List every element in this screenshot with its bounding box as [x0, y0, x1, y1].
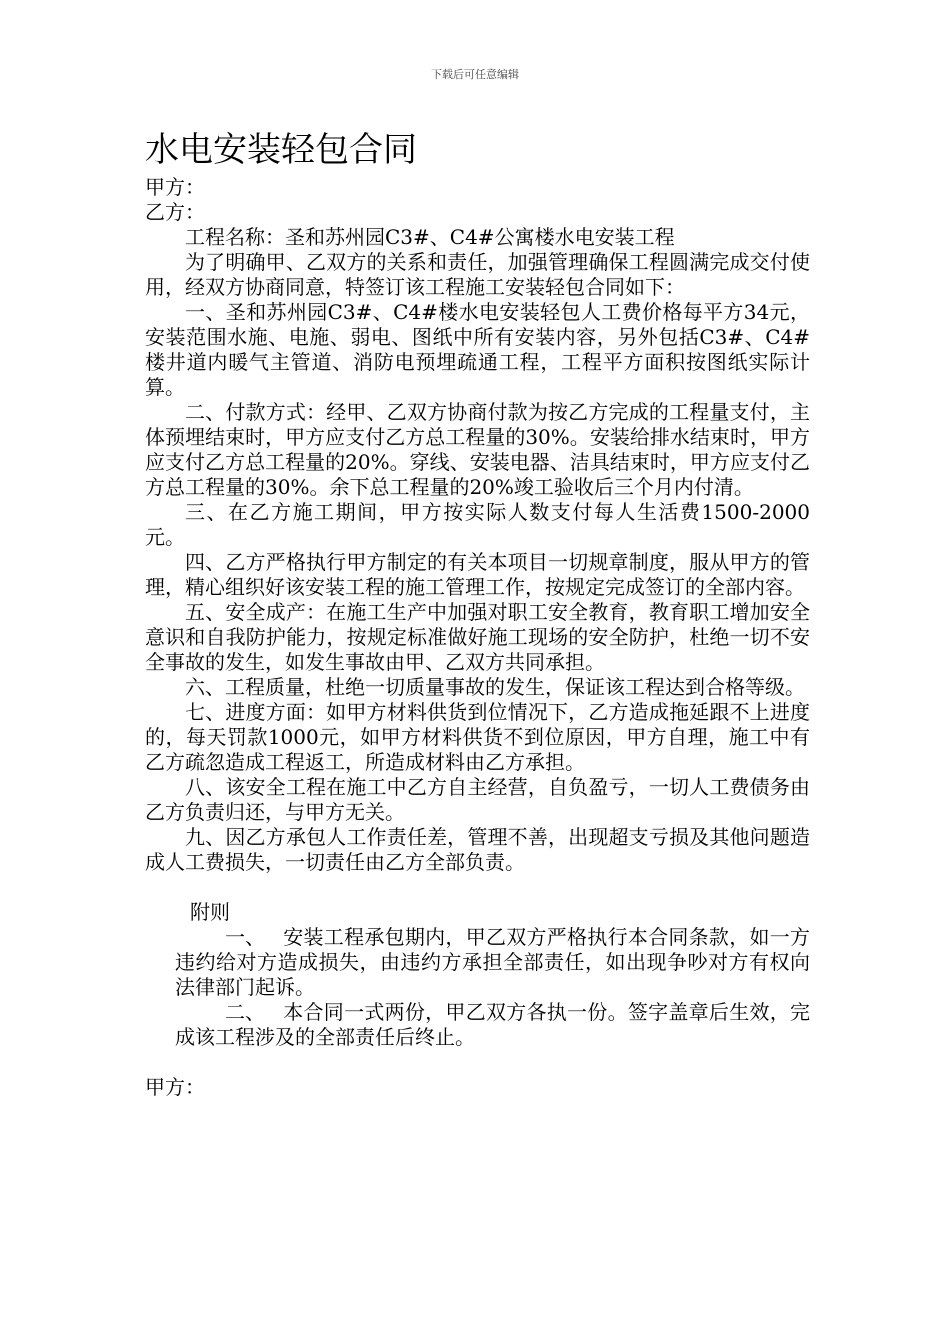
clause-1: 一、圣和苏州园C3#、C4#楼水电安装轻包人工费价格每平方34元，安装范围水施、电施、弱电、图纸中所有安装内容，另外包括C3#、C4# 楼井道内暖气主管道、消防电预埋疏通工程，工程平方面积按图纸实际计算。: [145, 300, 810, 399]
intro-paragraph: 为了明确甲、乙双方的关系和责任，加强管理确保工程圆满完成交付使用，经双方协商同意，特签订该工程施工安装轻包合同如下：: [145, 250, 810, 299]
clause-6: 六、工程质量，杜绝一切质量事故的发生，保证该工程达到合格等级。: [185, 675, 805, 699]
annex-item-2: [145, 1000, 810, 1050]
clause-3: 三、在乙方施工期间，甲方按实际人数支付每人生活费1500-2000元。: [145, 500, 810, 549]
page-header: 下载后可任意编辑: [431, 68, 519, 81]
annex-title: 附则: [190, 900, 230, 924]
project-name: 工程名称：圣和苏州园C3#、C4#公寓楼水电安装工程: [185, 225, 675, 249]
document-title: 水电安装轻包合同: [145, 130, 417, 170]
clause-5: 五、安全成产：在施工生产中加强对职工安全教育，教育职工增加安全意识和自我防护能力，按规定标准做好施工现场的安全防护，杜绝一切不安全事故的发生，如发生事故由甲、乙双方共同承担。: [145, 600, 810, 674]
clause-2: 二、付款方式：经甲、乙双方协商付款为按乙方完成的工程量支付，主体预埋结束时，甲方应支付乙方总工程量的30%。安装给排水结束时，甲方应支付乙方总工程量的20%。穿线、安装电器、洁具结束时，甲方应支付乙方总工程量的30%。余下总工程量的20%竣工验收后三个月内付清。: [145, 400, 810, 499]
clause-7: 七、进度方面：如甲方材料供货到位情况下，乙方造成拖延跟不上进度的，每天罚款1000元，如甲方材料供货不到位原因，甲方自理，施工中有乙方疏忽造成工程返工，所造成材料由乙方承担。: [145, 700, 810, 774]
spacer: [145, 1050, 810, 1075]
annex-item-text: 安装工程承包期内，甲乙双方严格执行本合同条款，如一方违约给对方造成损失，由违约方承担全部责任，如出现争吵对方有权向法律部门起诉。: [175, 925, 810, 999]
clause-8: 八、该安全工程在施工中乙方自主经营，自负盈亏，一切人工费债务由乙方负责归还，与甲方无关。: [145, 775, 810, 824]
spacer: [145, 875, 810, 900]
party-a-label: 甲方：: [145, 175, 205, 199]
contract-document: [145, 127, 810, 1100]
signature-party-a: 甲方：: [145, 1075, 205, 1099]
clause-4: 四、乙方严格执行甲方制定的有关本项目一切规章制度，服从甲方的管理，精心组织好该安装工程的施工管理工作，按规定完成签订的全部内容。: [145, 550, 810, 599]
annex-item-1: [145, 925, 810, 1000]
annex-item-number: 一、: [225, 925, 265, 949]
annex-item-text: 本合同一式两份，甲乙双方各执一份。签字盖章后生效，完成该工程涉及的全部责任后终止。: [175, 1000, 810, 1049]
party-b-label: 乙方：: [145, 200, 205, 224]
annex-item-number: 二、: [225, 1000, 265, 1024]
clause-9: 九、因乙方承包人工作责任差，管理不善，出现超支亏损及其他问题造成人工费损失，一切责任由乙方全部负责。: [145, 825, 810, 874]
